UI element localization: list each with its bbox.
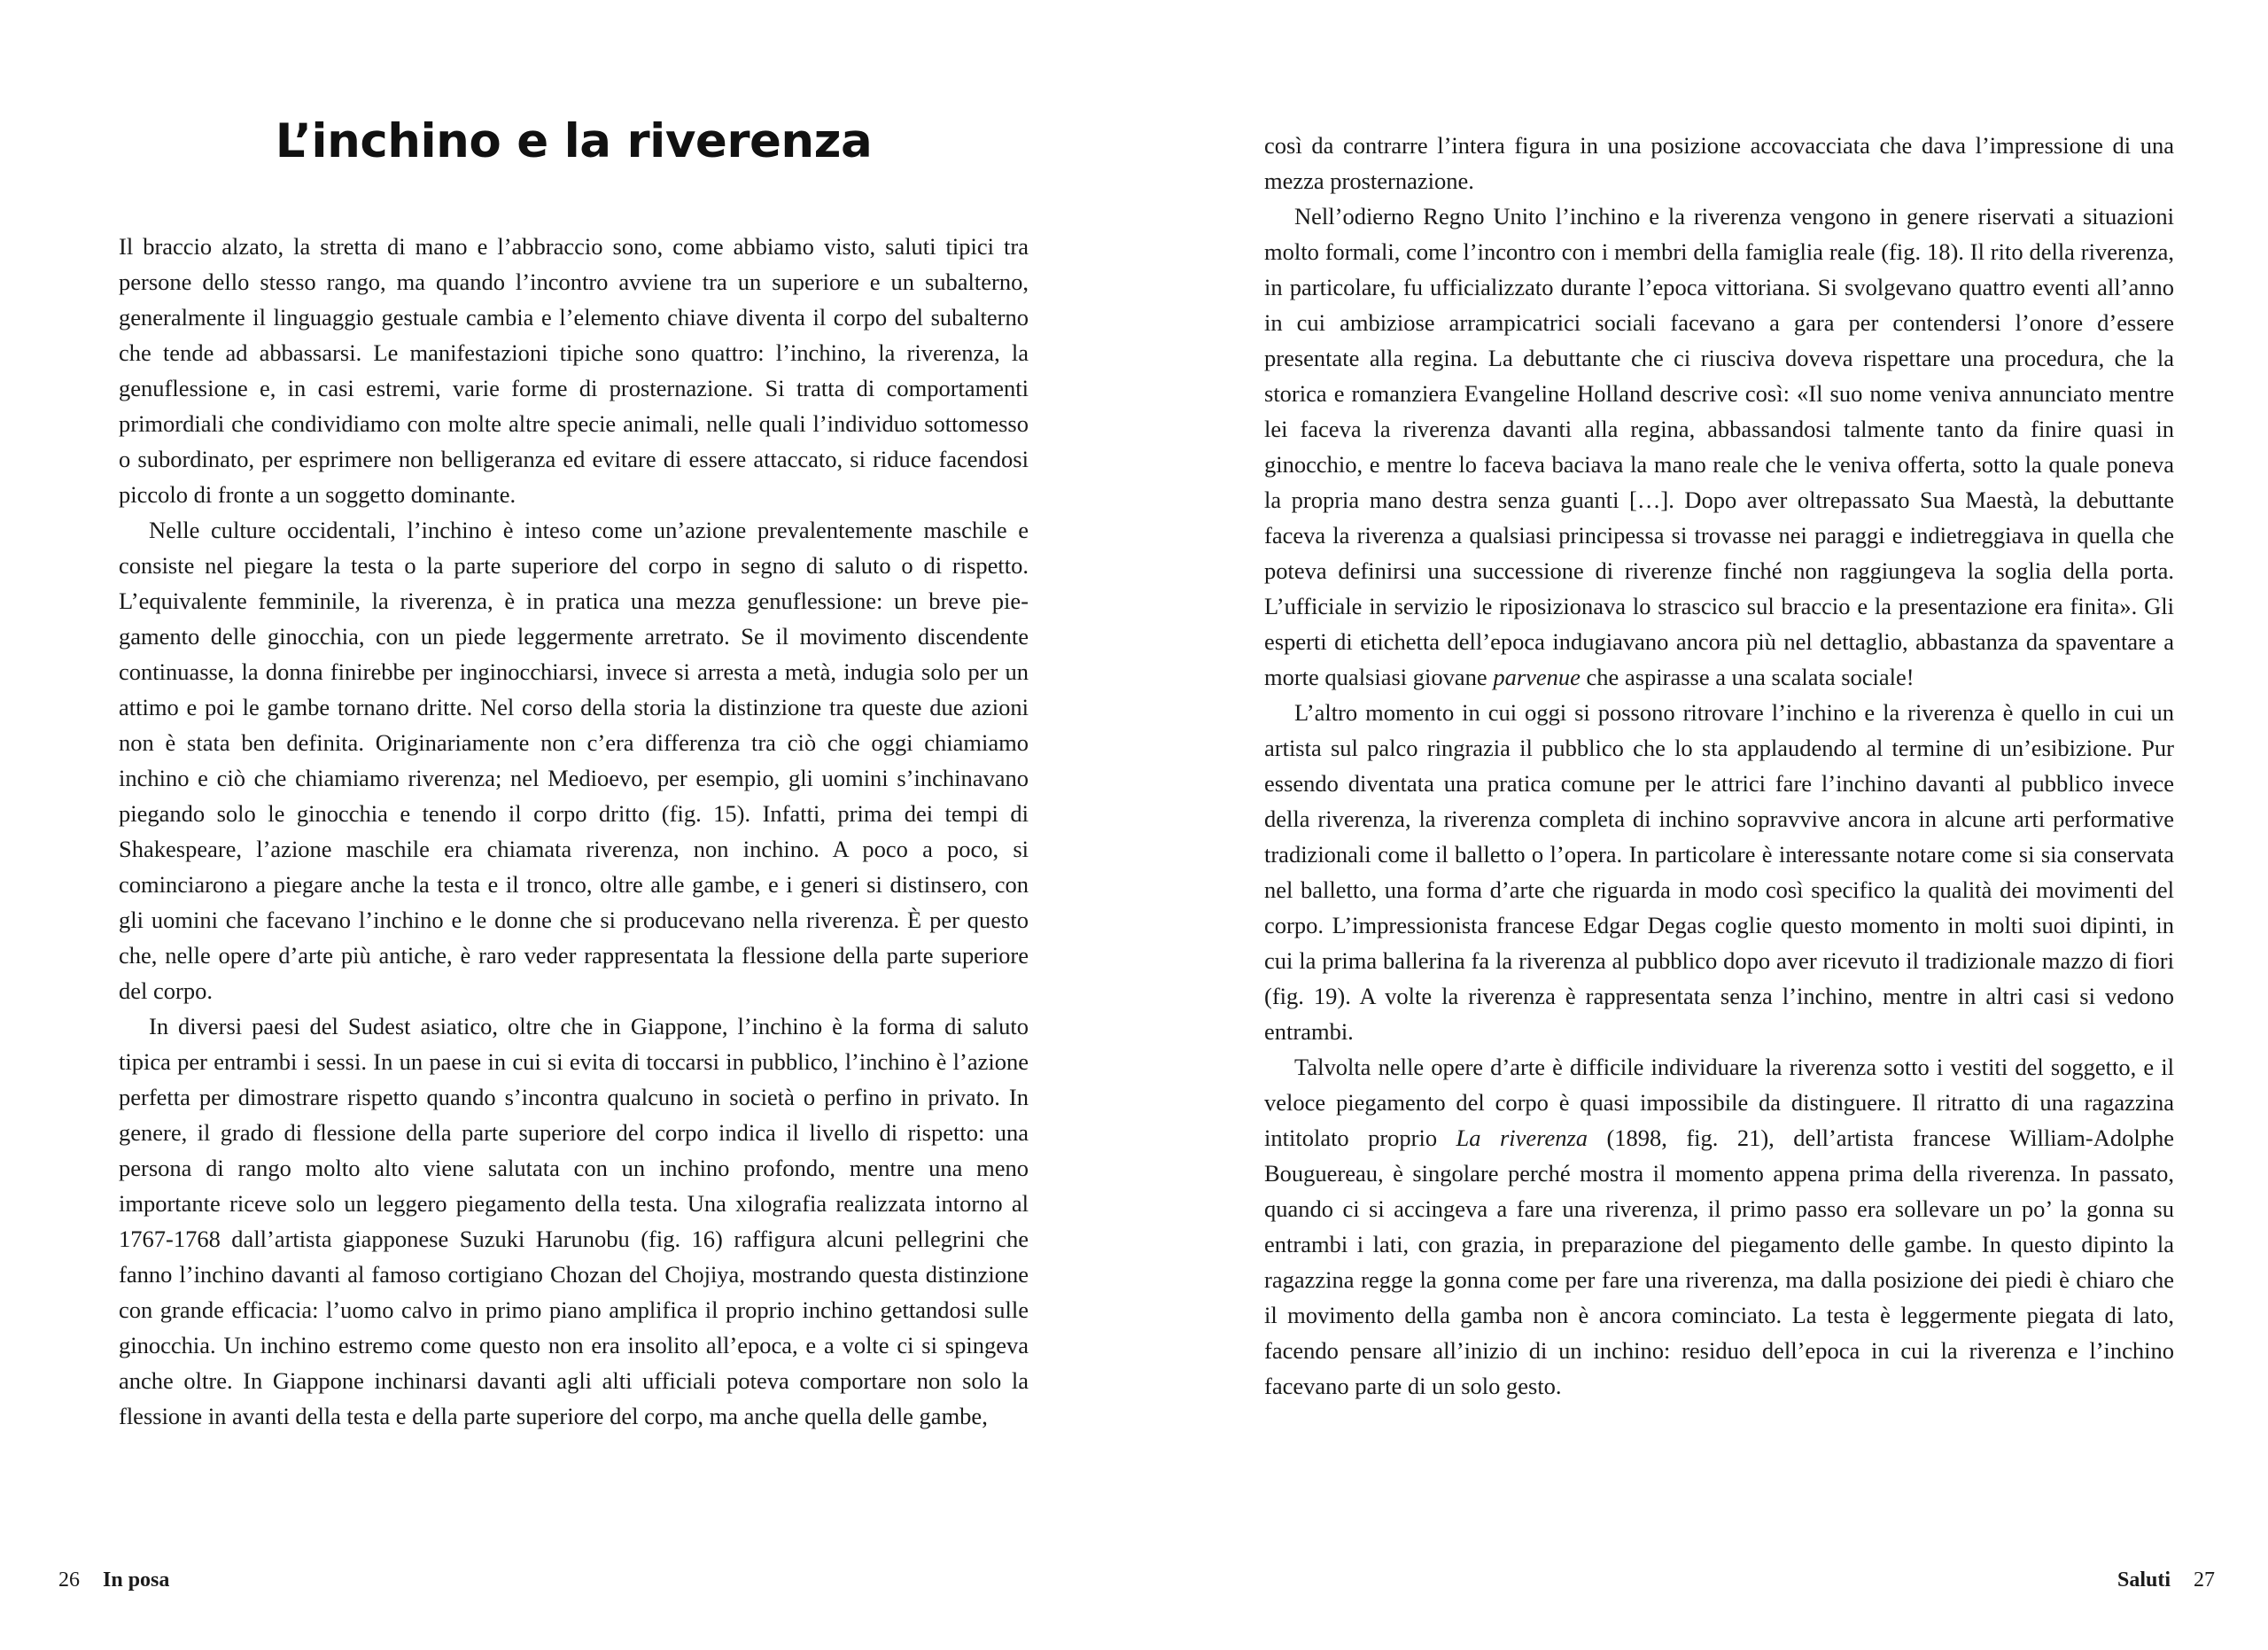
left-page-body xyxy=(119,229,1029,1434)
paragraph xyxy=(1264,1049,2174,1404)
paragraph: così da contrarre l’intera figura in una posizione accovacciata che dava l’impressione di una mezza prosternazione. xyxy=(1264,132,2174,194)
right-page-body xyxy=(1264,128,2174,1404)
paragraph: Il braccio alzato, la stretta di mano e l’abbraccio sono, come abbiamo visto, saluti tipici tra persone dello stesso rango, ma quando l’incontro avviene tra un superiore e un subalterno, generalmente il linguaggio gestuale cambia e l’elemento chiave diventa il corpo del subalterno che tende ad abbassarsi. Le manifestazioni tipiche sono quattro: l’inchino, la riverenza, la genuflessione e, in casi estremi, varie forme di prosternazione. Si tratta di comportamenti primordiali che condividiamo con molte altre specie animali, nelle quali l’individuo sottomesso o subordinato, per esprimere non belligeranza ed evitare di essere attaccato, si riduce facendosi piccolo di fronte a un soggetto dominante. xyxy=(119,233,1029,508)
italic-term: parvenue xyxy=(1493,664,1581,690)
chapter-title: L’inchino e la riverenza xyxy=(275,114,873,168)
paragraph-text: Nell’odierno Regno Unito l’inchino e la riverenza vengono in genere riservati a situazioni molto formali, come l’incontro con i membri della famiglia reale (fig. 18). Il rito della riverenza, in particolare, fu ufficializzato durante l’epoca vittoriana. Si svolgevano quattro eventi all’anno in cui ambiziose arrampicatrici sociali facevano a gara per contendersi l’onore d’essere presentate alla regina. La debuttante che ci riusciva doveva rispettare una procedura, che la storica e romanziera Evangeline Holland descrive così: «Il suo nome veniva annunciato mentre lei faceva la riverenza davanti alla regina, abbassandosi talmente tanto da finire quasi in ginocchio, e mentre lo faceva baciava la mano reale che le veniva offerta, sotto la quale poneva la propria mano destra senza guanti […]. Dopo aver oltrepassato Sua Maestà, la debuttante faceva la riverenza a qualsiasi principessa si trovasse nei paraggi e indietreggiava in quella che poteva definirsi una successione di riverenze finché non raggiungeva la soglia della porta. L’ufficiale in servizio le riposizionava lo strascico sul braccio e la presentazione era finita». Gli esperti di etichetta dell’epoca indugiavano ancora più nel dettaglio, abbastanza da spaventare a morte qualsiasi giovane xyxy=(1264,203,2174,690)
running-head: Saluti xyxy=(2117,1568,2171,1592)
right-page xyxy=(1134,0,2268,1650)
paragraph-text: Talvolta nelle opere d’arte è difficile individuare la riverenza sotto i vestiti del soggetto, e il veloce piegamento del corpo è quasi impossibile da distinguere. Il ritratto di una ragazzina intitolato proprio xyxy=(1264,1054,2174,1151)
paragraph xyxy=(1264,198,2174,695)
right-page-footer xyxy=(2117,1567,2215,1593)
artwork-title: La riverenza xyxy=(1456,1125,1588,1151)
page-number: 26 xyxy=(58,1568,80,1592)
paragraph: Nelle culture occidentali, l’inchino è inteso come un’azione prevalentemente maschile e consiste nel piegare la testa o la parte superiore del corpo in segno di saluto o di rispetto. L’equivalente femminile, la riverenza, è in pratica una mezza genuflessione: un breve piegamento delle ginocchia, con un piede leggermente arretrato. Se il movimento discendente continuasse, la donna finirebbe per inginocchiarsi, invece si arresta a metà, indugia solo per un attimo e poi le gambe tornano dritte. Nel corso della storia la distinzione tra queste due azioni non è stata ben definita. Originariamente non c’era differenza tra ciò che oggi chiamiamo inchino e ciò che chiamiamo riverenza; nel Medioevo, per esempio, gli uomini s’inchinavano piegando solo le ginocchia e tenendo il corpo dritto (fig. 15). Infatti, prima dei tempi di Shakespeare, l’azione maschile era chiamata riverenza, non inchino. A poco a poco, si cominciarono a piegare anche la testa e il tronco, oltre alle gambe, e i generi si distinsero, con gli uomini che facevano l’inchino e le donne che si producevano nella riverenza. È per questo che, nelle opere d’arte più antiche, è raro veder rappresentata la flessione della parte superiore del corpo. xyxy=(119,517,1029,1004)
paragraph-text: che aspirasse a una scalata sociale! xyxy=(1580,664,1915,690)
paragraph-text: (1898, fig. 21), dell’artista francese William-Adolphe Bouguereau, è singolare perché mostra il momento appena prima della riverenza. In passato, quando ci si accingeva a fare una riverenza, il primo passo era sollevare un po’ la gonna su entrambi i lati, con grazia, in preparazione del piegamento delle gambe. In questo dipinto la ragazzina regge la gonna come per fare una riverenza, ma dalla posizione dei piedi è chiaro che il movimento della gamba non è ancora cominciato. La testa è leggermente piegata di lato, facendo pensare all’inizio di un inchino: residuo dell’epoca in cui la riverenza e l’inchino facevano parte di un solo gesto. xyxy=(1264,1125,2174,1399)
page-number: 27 xyxy=(2194,1568,2215,1592)
paragraph: L’altro momento in cui oggi si possono ritrovare l’inchino e la riverenza è quello in cui un artista sul palco ringrazia il pubblico che lo sta applaudendo al termine di un’esibizione. Pur essendo diventata una pratica comune per le attrici fare l’inchino davanti al pubblico invece della riverenza, la riverenza completa di inchino sopravvive ancora in alcune arti performative tradizionali come il balletto o l’opera. In particolare è interessante notare come si sia conservata nel balletto, una forma d’arte che riguarda in modo così specifico la qualità dei movimenti del corpo. L’impressionista francese Edgar Degas coglie questo momento in molti suoi dipinti, in cui la prima ballerina fa la riverenza al pubblico dopo aver ricevuto il tradizionale mazzo di fiori (fig. 19). A volte la riverenza è rappresentata senza l’inchino, mentre in altri casi si vedono entrambi. xyxy=(1264,699,2174,1045)
left-page-footer xyxy=(58,1567,169,1593)
paragraph: In diversi paesi del Sudest asiatico, oltre che in Giappone, l’inchino è la forma di saluto tipica per entrambi i sessi. In un paese in cui si evita di toccarsi in pubblico, l’inchino è l’azione perfetta per dimostrare rispetto quando s’incontra qualcuno in società o perfino in privato. In genere, il grado di flessione della parte superiore del corpo indica il livello di rispetto: una persona di rango molto alto viene salutata con un inchino profondo, mentre una meno importante riceve solo un leggero piegamento della testa. Una xilografia realizzata intorno al 1767-1768 dall’artista giapponese Suzuki Harunobu (fig. 16) raffigura alcuni pellegrini che fanno l’inchino davanti al famoso cortigiano Chozan del Chojiya, mostrando questa distinzione con grande efficacia: l’uomo calvo in primo piano amplifica il proprio inchino gettandosi sulle ginocchia. Un inchino estremo come questo non era insolito all’epoca, e a volte ci si spingeva anche oltre. In Giappone inchinarsi davanti agli alti ufficiali poteva comportare non solo la flessione in avanti della testa e della parte superiore del corpo, ma anche quella delle gambe, xyxy=(119,1013,1029,1429)
running-head: In posa xyxy=(103,1568,170,1592)
